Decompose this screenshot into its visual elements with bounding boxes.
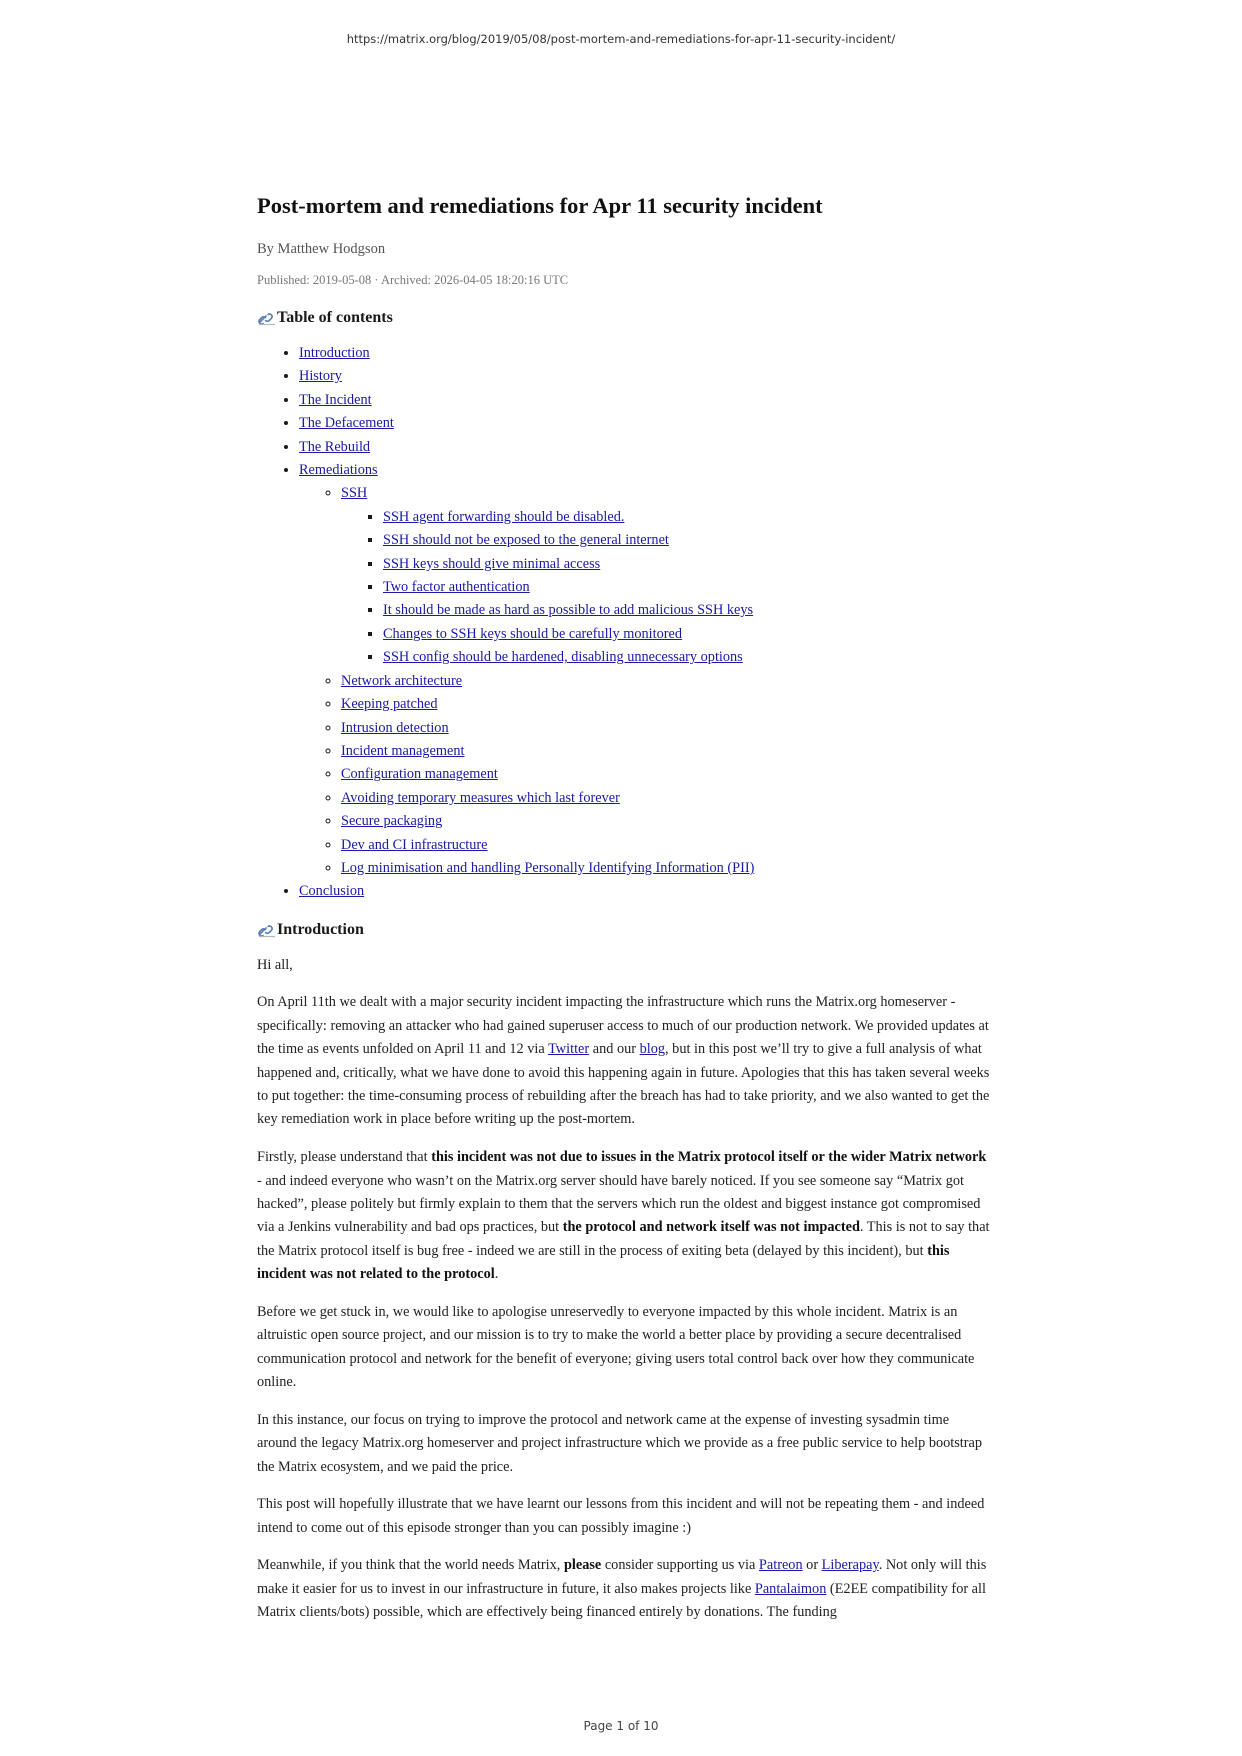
body-paragraph: This post will hopefully illustrate that we have learnt our lessons from this incident and will not be repeating them - and indeed intend to come out of this episode stronger than you can possibly imagine :)	[257, 1496, 985, 1536]
toc-item	[299, 342, 991, 365]
toc-item	[341, 763, 991, 786]
toc-link-remediation-item[interactable]: Avoiding temporary measures which last forever	[341, 789, 620, 806]
toc-link-ssh-item[interactable]: SSH should not be exposed to the general internet	[383, 532, 669, 549]
toc-item	[383, 576, 991, 599]
toc-item	[299, 389, 991, 412]
toc-item	[341, 482, 991, 669]
twitter-link[interactable]: Twitter	[548, 1041, 590, 1058]
toc-item	[341, 787, 991, 810]
text-run: - and indeed everyone who wasn’t on the Matrix.org server should have barely noticed. If you see someone say “Matrix got hacked”, please politely but firmly explain to them that the servers which run the oldest and biggest instance got compromised via a Jenkins vulnerability and bad ops practices, but	[257, 1172, 981, 1236]
toc-item	[299, 365, 991, 388]
toc-link-remediation-item[interactable]: Log minimisation and handling Personally Identifying Information (PII)	[341, 859, 755, 876]
text-run: , but in this post we’ll try to give a full analysis of what happened and, critically, what we have done to avoid this happening again in future. Apologies that this has taken several weeks to put together: the time-consuming process of rebuilding after the breach has had to take priority, and we also wanted to get the key remediation work in place before writing up the post-mortem.	[257, 1041, 990, 1128]
toc-item	[299, 880, 991, 903]
toc-link-conclusion[interactable]: Conclusion	[299, 883, 365, 900]
liberapay-link[interactable]: Liberapay	[821, 1557, 879, 1574]
text-run: .	[494, 1266, 499, 1283]
text-run: consider supporting us via	[601, 1557, 759, 1574]
toc-link-ssh-item[interactable]: It should be made as hard as possible to add malicious SSH keys	[383, 602, 754, 619]
toc-link-ssh-item[interactable]: SSH config should be hardened, disabling unnecessary options	[383, 649, 743, 666]
toc-item	[383, 646, 991, 669]
link-anchor-icon[interactable]	[257, 922, 277, 938]
publish-meta: Published: 2019-05-08 · Archived: 2026-04-05 18:20:16 UTC	[257, 273, 569, 287]
toc-item	[383, 553, 991, 576]
text-run: . Not only will this make it easier for us to invest in our infrastructure in future, it also makes projects like	[257, 1557, 987, 1597]
toc-link-ssh-item[interactable]: SSH keys should give minimal access	[383, 555, 601, 572]
greeting-paragraph: Hi all,	[257, 956, 293, 973]
toc-item	[341, 740, 991, 763]
body-paragraph	[257, 991, 991, 1131]
body-paragraph	[257, 1146, 991, 1286]
toc-item	[299, 412, 991, 435]
bold-text: this incident was not related to the protocol	[257, 1242, 950, 1283]
toc-item	[341, 810, 991, 833]
text-run: On April 11th we dealt with a major security incident impacting the infrastructure which runs the Matrix.org homeserver - specifically: removing an attacker who had gained superuser access to much of our production network. We provided updates at the time as events unfolded on April 11 and 12 via	[257, 994, 989, 1058]
toc-link-ssh[interactable]: SSH	[341, 485, 368, 502]
link-anchor-icon[interactable]	[257, 310, 277, 326]
toc-item	[383, 529, 991, 552]
text-run: (E2EE compatibility for all Matrix clients/bots) possible, which are effectively being financed entirely by donations. The funding	[257, 1580, 986, 1621]
toc-item	[341, 717, 991, 740]
toc-item	[299, 459, 991, 880]
table-of-contents	[257, 342, 991, 904]
pantalaimon-link[interactable]: Pantalaimon	[754, 1580, 827, 1597]
text-run: Firstly, please understand that	[257, 1149, 432, 1166]
toc-item	[383, 599, 991, 622]
toc-link-remediation-item[interactable]: Configuration management	[341, 766, 498, 783]
toc-item	[341, 693, 991, 716]
toc-link-rebuild[interactable]: The Rebuild	[299, 438, 371, 455]
toc-link-ssh-item[interactable]: Changes to SSH keys should be carefully monitored	[383, 625, 682, 642]
toc-link-remediation-item[interactable]: Network architecture	[341, 672, 463, 689]
toc-link-history[interactable]: History	[299, 368, 342, 385]
toc-link-remediation-item[interactable]: Dev and CI infrastructure	[341, 836, 488, 853]
toc-item	[383, 506, 991, 529]
text-run: and our	[589, 1041, 640, 1058]
patreon-link[interactable]: Patreon	[758, 1557, 803, 1574]
bold-text: please	[563, 1557, 602, 1574]
toc-link-introduction[interactable]: Introduction	[299, 345, 370, 361]
toc-item	[299, 436, 991, 459]
toc-link-ssh-item[interactable]: Two factor authentication	[383, 579, 530, 596]
toc-link-remediation-item[interactable]: Keeping patched	[341, 696, 438, 713]
toc-link-remediation-item[interactable]: Secure packaging	[341, 813, 443, 830]
page-number-footer: Page 1 of 10	[583, 1719, 659, 1733]
body-paragraph	[257, 1554, 991, 1624]
toc-item	[341, 834, 991, 857]
introduction-heading	[257, 918, 991, 942]
author-byline: By Matthew Hodgson	[257, 241, 386, 257]
toc-heading	[257, 306, 991, 330]
introduction-heading-text: Introduction	[277, 920, 364, 938]
text-run: Meanwhile, if you think that the world needs Matrix,	[257, 1557, 564, 1574]
toc-item	[383, 623, 991, 646]
body-paragraph: In this instance, our focus on trying to improve the protocol and network came at the expense of investing sysadmin time around the legacy Matrix.org homeserver and project infrastructure which we provide as a free public service to help bootstrap the Matrix ecosystem, and we paid the price.	[257, 1411, 983, 1475]
toc-link-ssh-item[interactable]: SSH agent forwarding should be disabled.	[383, 508, 625, 525]
toc-link-incident[interactable]: The Incident	[299, 391, 372, 408]
body-paragraph: Before we get stuck in, we would like to apologise unreservedly to everyone impacted by this whole incident. Matrix is an altruistic open source project, and our mission is to try to make the world a better place by providing a secure decentralised communication protocol and network for the benefit of everyone; giving users total control back over how they communicate online.	[257, 1303, 975, 1391]
toc-item	[341, 857, 991, 880]
toc-link-remediation-item[interactable]: Incident management	[341, 742, 465, 759]
text-run: or	[802, 1557, 822, 1574]
toc-heading-text: Table of contents	[277, 309, 393, 326]
article	[257, 190, 991, 1625]
text-run: . This is not to say that the Matrix protocol itself is bug free - indeed we are still in the process of exiting beta (delayed by this incident), but	[257, 1219, 990, 1259]
bold-text: this incident was not due to issues in the Matrix protocol itself or the wider Matrix network	[431, 1149, 987, 1166]
toc-link-defacement[interactable]: The Defacement	[299, 415, 394, 432]
toc-item	[341, 670, 991, 693]
toc-link-remediation-item[interactable]: Intrusion detection	[341, 719, 449, 736]
blog-link[interactable]: blog	[639, 1041, 666, 1058]
page-title: Post-mortem and remediations for Apr 11 security incident	[257, 193, 823, 218]
bold-text: the protocol and network itself was not impacted	[562, 1219, 860, 1236]
toc-link-remediations[interactable]: Remediations	[299, 462, 378, 479]
page-url-header: https://matrix.org/blog/2019/05/08/post-mortem-and-remediations-for-apr-11-security-incident/	[346, 32, 896, 46]
